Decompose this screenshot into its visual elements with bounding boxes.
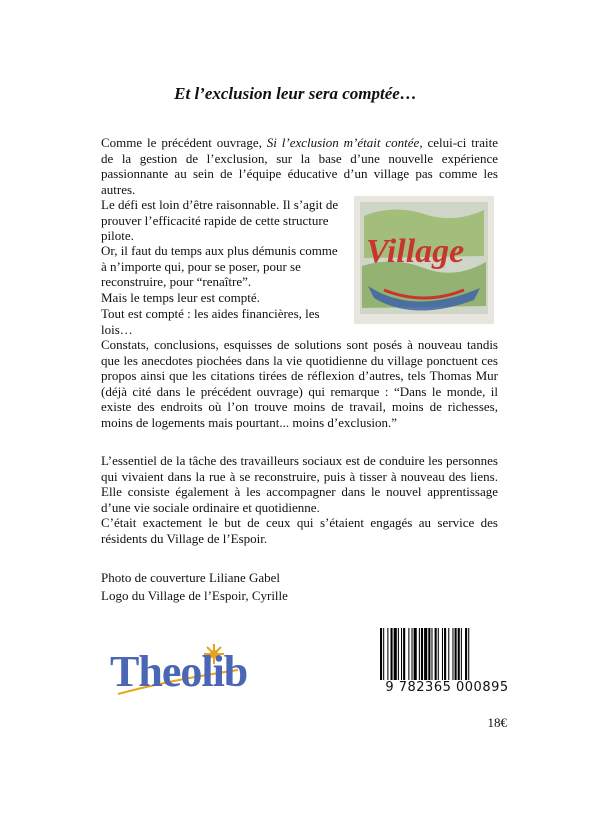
paragraph-time-counted: Mais le temps leur est compté. xyxy=(101,290,260,305)
paragraph-challenge: Le défi est loin d’être raisonnable. Il s’agit de prouver l’efficacité rapide de cette structure pilote. xyxy=(101,197,339,244)
barcode-bar xyxy=(419,628,420,688)
publisher-name: Theolib xyxy=(110,647,248,696)
barcode-bar xyxy=(444,628,446,688)
intro-text-end: , celui-ci traite de la gestion de l’exclusion, sur la base d’une nouvelle expérience passionnante au sein de l’équipe éducative d’un village pas comme les autres. xyxy=(101,135,499,197)
book-title: Et l’exclusion leur sera comptée… xyxy=(174,84,417,103)
paragraph-everything-counted: Tout est compté : les aides financières, les lois… xyxy=(101,306,320,337)
price: 18€ xyxy=(487,715,507,730)
barcode-bar xyxy=(438,628,439,688)
barcode-bar xyxy=(401,628,402,688)
paragraph-village-goal: C’était exactement le but de ceux qui s’étaient engagés au service des résidents du Village de l’Espoir. xyxy=(101,515,498,546)
publisher-logo xyxy=(110,640,250,710)
barcode-bar xyxy=(398,628,399,688)
paragraph-time-needed: Or, il faut du temps aux plus démunis comme à n’importe qui, pour se poser, pour se reconstruire, pour “renaître”. xyxy=(101,243,338,290)
barcode-bar xyxy=(387,628,388,688)
cover-photo xyxy=(354,196,494,324)
barcode-bar xyxy=(458,628,460,688)
barcode-bar xyxy=(421,628,423,688)
barcode-bar xyxy=(452,628,453,688)
barcode-bar xyxy=(383,628,384,688)
barcode-bar xyxy=(461,628,462,688)
barcode-bar xyxy=(408,628,409,688)
barcode-bar xyxy=(428,628,430,688)
photo-village-word: Village xyxy=(366,233,465,270)
barcode-bar xyxy=(424,628,427,688)
barcode-bar xyxy=(455,628,457,688)
barcode-bar xyxy=(403,628,405,688)
barcode-bar xyxy=(394,628,397,688)
barcode-bar xyxy=(431,628,432,688)
barcode-bar xyxy=(435,628,437,688)
barcode-bar xyxy=(391,628,393,688)
paragraph-social-work: L’essentiel de la tâche des travailleurs sociaux est de conduire les personnes qui vivaient dans la rue à se reconstruire, puis à tisser à nouveau des liens. Elle consiste également à les accompagner dans le nouvel apprentissage d’une vie sociale ordinaire et quotidienne. xyxy=(101,453,498,515)
barcode-bar xyxy=(414,628,417,688)
intro-text-start: Comme le précédent ouvrage, xyxy=(101,135,267,150)
barcode-bar xyxy=(448,628,449,688)
paragraph-intro xyxy=(101,135,498,197)
barcode-bar xyxy=(380,628,382,688)
logo-credit: Logo du Village de l’Espoir, Cyrille xyxy=(101,588,288,603)
isbn-number: 9 782365 000895 xyxy=(380,680,514,695)
barcode-bar xyxy=(442,628,443,688)
barcode-bar xyxy=(465,628,467,688)
barcode-bar xyxy=(412,628,413,688)
paragraph-findings: Constats, conclusions, esquisses de solutions sont posés à nouveau tandis que les anecdotes piochées dans la vie quotidienne du village ponctuent ces propos ainsi que les citations tirées de réflexion d’autres, tels Thomas Mur (déjà cité dans le précédent ouvrage) qui remarque : “Dans le monde, il existe des endroits où l’on trouve moins de travail, moins de richesses, moins de logements mais pourtant... moins d’exclusion.” xyxy=(101,337,498,430)
previous-book-title: Si l’exclusion m’était contée xyxy=(266,135,420,150)
cover-photo-credit: Photo de couverture Liliane Gabel xyxy=(101,570,281,585)
barcode-bar xyxy=(468,628,469,688)
